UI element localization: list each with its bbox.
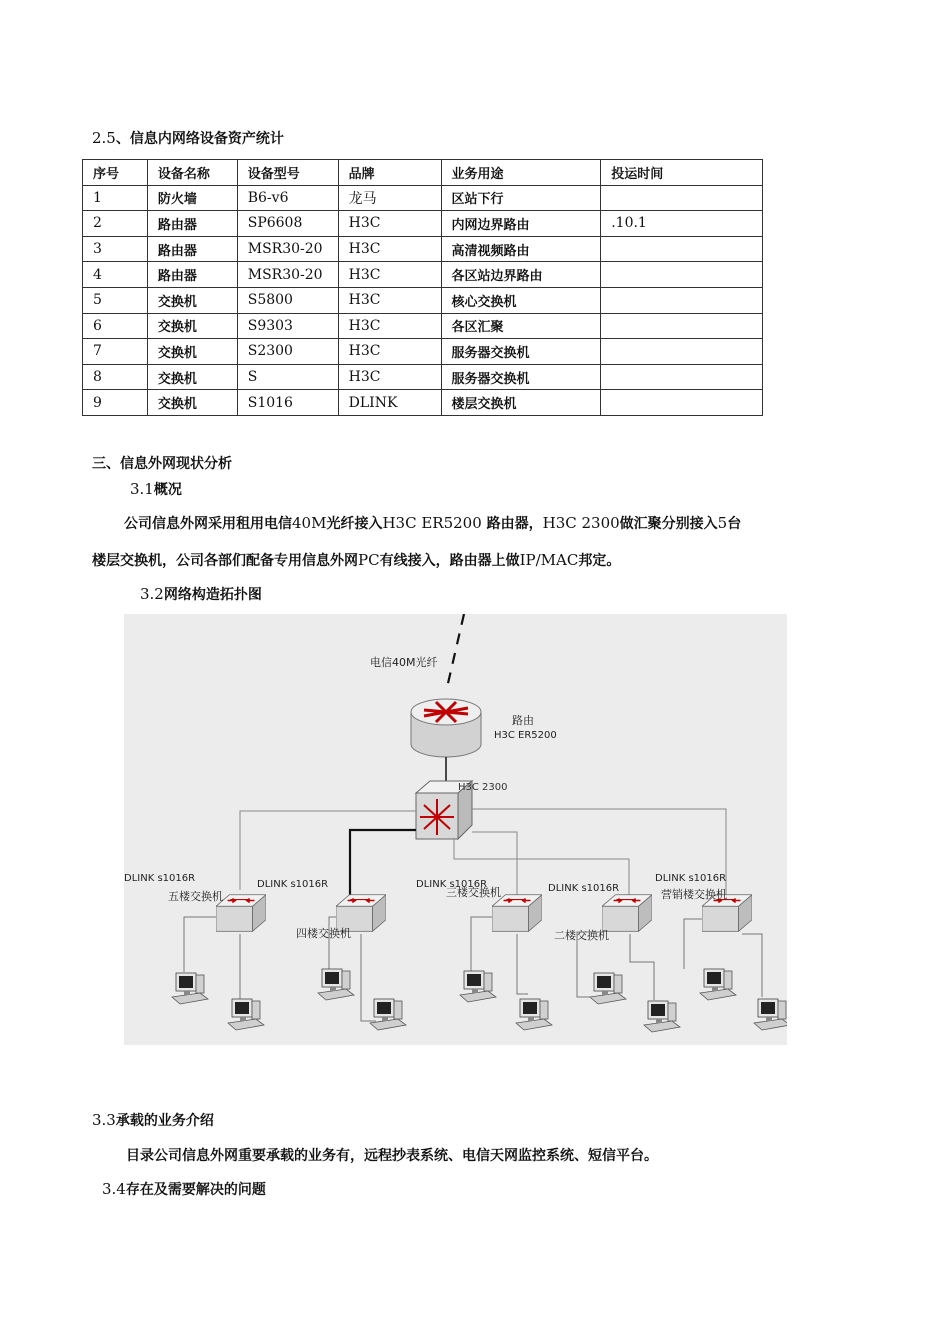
table-cell: 交换机 [147, 339, 237, 365]
switch-icon [216, 895, 266, 932]
table-cell: 6 [83, 313, 148, 339]
text-run: H3C 2300 [542, 514, 620, 532]
text-run: 路由器， [481, 516, 543, 532]
table-cell: 交换机 [147, 390, 237, 416]
table-cell: H3C [338, 211, 441, 237]
table-cell [601, 287, 763, 313]
switch-model-label: DLINK s1016R [257, 879, 329, 890]
table-row [83, 185, 763, 211]
table-cell: S1016 [237, 390, 338, 416]
table-cell: 交换机 [147, 313, 237, 339]
computer-icon [318, 969, 354, 1000]
header-cell: 设备型号 [237, 160, 338, 186]
table-cell [601, 313, 763, 339]
switch-model-label: DLINK s1016R [655, 873, 727, 884]
fiber-link [446, 614, 464, 692]
table-cell: 服务器交换机 [441, 364, 601, 390]
table-header-row [83, 160, 763, 186]
computer-icon [754, 999, 787, 1030]
table-row [83, 211, 763, 237]
overview-paragraph-line-1 [124, 513, 741, 533]
table-cell: 7 [83, 339, 148, 365]
header-cell: 序号 [83, 160, 148, 186]
table-cell: 交换机 [147, 364, 237, 390]
switch-model-label: DLINK s1016R [548, 883, 620, 894]
table-cell: 路由器 [147, 262, 237, 288]
section-title: 存在及需要解决的问题 [125, 1182, 266, 1198]
table-cell: 各区站边界路由 [441, 262, 601, 288]
section-number: 3.1 [130, 480, 154, 498]
table-cell: 龙马 [338, 185, 441, 211]
computer-icon [370, 999, 406, 1030]
section-title: 概况 [153, 482, 182, 498]
switch-icon [492, 895, 542, 932]
switch-icon [602, 895, 652, 932]
text-run: 光纤接入 [326, 516, 383, 532]
computer-icon [700, 969, 736, 1000]
computer-icon [516, 999, 552, 1030]
core-switch-label: H3C 2300 [458, 782, 508, 793]
overview-paragraph-line-2 [92, 550, 620, 570]
text-run: IP/MAC [519, 551, 579, 569]
text-run: 做汇聚分别接入 [619, 516, 718, 532]
table-cell [601, 364, 763, 390]
asset-table [82, 159, 763, 416]
text-run: 5 [717, 514, 728, 532]
table-cell: 4 [83, 262, 148, 288]
table-cell: 路由器 [147, 211, 237, 237]
section-number: 3.2 [140, 585, 164, 603]
table-cell: 各区汇聚 [441, 313, 601, 339]
switch-name-label: 二楼交换机 [554, 929, 609, 942]
computer-icon [228, 999, 264, 1030]
section-number: 2.5 [92, 129, 116, 147]
text-run: 楼层交换机，公司各部们配备专用信息外网 [92, 553, 358, 569]
table-cell: SP6608 [237, 211, 338, 237]
header-cell: 业务用途 [441, 160, 601, 186]
table-cell [601, 339, 763, 365]
table-cell [601, 236, 763, 262]
table-cell: DLINK [338, 390, 441, 416]
text-run: 公司信息外网采用租用电信 [124, 516, 292, 532]
switch-name-label: 五楼交换机 [168, 890, 223, 903]
table-cell: B6-v6 [237, 185, 338, 211]
switch-icon [336, 895, 386, 932]
table-cell: 服务器交换机 [441, 339, 601, 365]
table-cell [601, 185, 763, 211]
switch-name-label: 四楼交换机 [296, 927, 351, 940]
table-cell: H3C [338, 236, 441, 262]
section-3-heading: 三、信息外网现状分析 [92, 456, 232, 472]
switch-name-label: 营销楼交换机 [661, 888, 727, 901]
table-row [83, 339, 763, 365]
header-cell: 设备名称 [147, 160, 237, 186]
section-title: 网络构造拓扑图 [163, 587, 262, 603]
section-2-5-heading [92, 128, 284, 148]
network-topology-diagram [124, 614, 787, 1045]
table-row [83, 390, 763, 416]
text-run: H3C ER5200 [382, 514, 482, 532]
table-cell: H3C [338, 313, 441, 339]
section-3-1-heading [130, 479, 182, 499]
table-cell: 9 [83, 390, 148, 416]
computer-icon [644, 1001, 680, 1032]
section-3-3-heading [92, 1110, 214, 1130]
table-cell: H3C [338, 339, 441, 365]
computer-icon [590, 973, 626, 1004]
table-cell: H3C [338, 364, 441, 390]
text-run: 40M [292, 514, 327, 532]
computer-icon [172, 973, 208, 1004]
table-cell: 3 [83, 236, 148, 262]
table-cell: 核心交换机 [441, 287, 601, 313]
table-cell: S5800 [237, 287, 338, 313]
table-row [83, 262, 763, 288]
router-label: 路由 [512, 714, 534, 727]
header-cell: 投运时间 [601, 160, 763, 186]
table-cell: MSR30-20 [237, 236, 338, 262]
header-cell: 品牌 [338, 160, 441, 186]
table-row [83, 313, 763, 339]
table-cell: 防火墙 [147, 185, 237, 211]
section-3-4-heading [102, 1179, 266, 1199]
section-number: 3.4 [102, 1180, 126, 1198]
table-cell: 楼层交换机 [441, 390, 601, 416]
text-run: 有线接入，路由器上做 [379, 553, 520, 569]
table-cell: 1 [83, 185, 148, 211]
table-cell: 5 [83, 287, 148, 313]
table-cell: 2 [83, 211, 148, 237]
table-cell: S2300 [237, 339, 338, 365]
table-cell: 区站下行 [441, 185, 601, 211]
table-row [83, 364, 763, 390]
switch-model-label: DLINK s1016R [124, 873, 196, 884]
table-cell [601, 262, 763, 288]
section-title: 承载的业务介绍 [115, 1113, 214, 1129]
table-cell: H3C [338, 287, 441, 313]
table-row [83, 287, 763, 313]
switch-name-label: 三楼交换机 [446, 886, 501, 899]
fiber-label: 电信40M光纤 [370, 656, 438, 669]
services-paragraph: 目录公司信息外网重要承载的业务有，远程抄表系统、电信天网监控系统、短信平台。 [126, 1148, 658, 1164]
section-3-2-heading [140, 584, 262, 604]
table-cell: 高清视频路由 [441, 236, 601, 262]
table-cell: H3C [338, 262, 441, 288]
table-cell: .10.1 [601, 211, 763, 237]
section-number: 3.3 [92, 1111, 116, 1129]
table-row [83, 236, 763, 262]
text-run: 台 [727, 516, 742, 532]
table-cell: S9303 [237, 313, 338, 339]
table-cell: MSR30-20 [237, 262, 338, 288]
computer-icon [460, 971, 496, 1002]
router-icon [411, 699, 481, 757]
table-cell: 路由器 [147, 236, 237, 262]
section-title: 、信息内网络设备资产统计 [115, 131, 284, 147]
table-cell: 8 [83, 364, 148, 390]
text-run: 邦定。 [578, 553, 621, 569]
router-model-label: H3C ER5200 [494, 730, 557, 741]
table-cell: 交换机 [147, 287, 237, 313]
table-cell [601, 390, 763, 416]
switch-model-label: DLINK s1016R [416, 879, 488, 890]
table-cell: 内网边界路由 [441, 211, 601, 237]
text-run: PC [358, 551, 380, 569]
table-cell: S [237, 364, 338, 390]
